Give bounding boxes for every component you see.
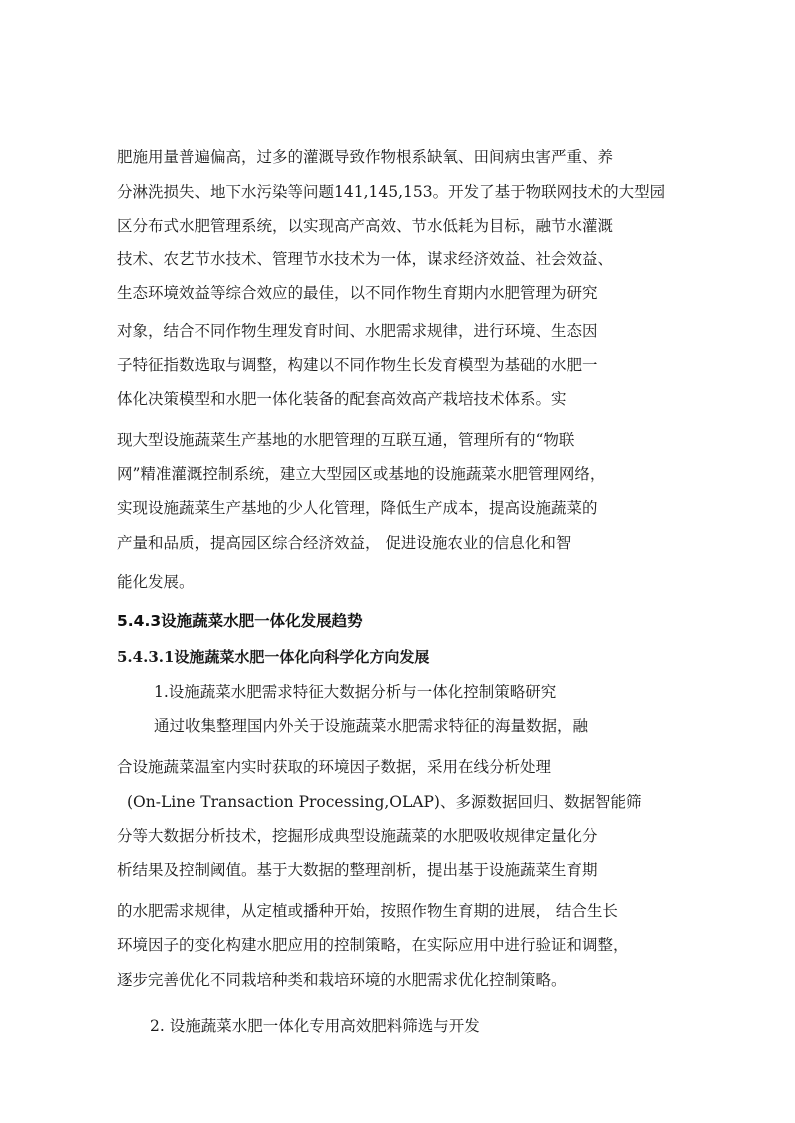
paragraph-line: 产量和品质，提高园区综合经济效益， 促进设施农业的信息化和智 (117, 534, 572, 552)
paragraph-line: 能化发展。 (117, 573, 195, 591)
section-heading: 5.4.3设施蔬菜水肥一体化发展趋势 (117, 612, 363, 630)
paragraph-line: 分等大数据分析技术，挖掘形成典型设施蔬菜的水肥吸收规律定量化分 (117, 827, 598, 845)
paragraph-line: 分淋洗损失、地下水污染等问题141,145,153。开发了基于物联网技术的大型园 (117, 183, 666, 201)
paragraph-line: 子特征指数选取与调整，构建以不同作物生长发育模型为基础的水肥一 (117, 356, 598, 374)
paragraph-line: 合设施蔬菜温室内实时获取的环境因子数据，采用在线分析处理 (117, 758, 552, 776)
paragraph-line: 生态环境效益等综合效应的最佳，以不同作物生育期内水肥管理为研究 (117, 284, 598, 302)
subsection-heading: 5.4.3.1设施蔬菜水肥一体化向科学化方向发展 (117, 648, 430, 666)
paragraph-line: 的水肥需求规律，从定植或播种开始，按照作物生育期的进展， 结合生长 (117, 902, 618, 920)
paragraph-line: 体化决策模型和水肥一体化装备的配套高效高产栽培技术体系。实 (117, 390, 567, 408)
paragraph-line: 网”精准灌溉控制系统，建立大型园区或基地的设施蔬菜水肥管理网络， (117, 465, 606, 483)
paragraph-line: 通过收集整理国内外关于设施蔬菜水肥需求特征的海量数据，融 (154, 717, 589, 735)
paragraph-line: (On-Line Transaction Processing,OLAP)、多源数据回归、数据智能筛 (127, 793, 642, 811)
paragraph-line: 区分布式水肥管理系统，以实现高产高效、节水低耗为目标，融节水灌溉 (117, 217, 614, 235)
paragraph-line: 实现设施蔬菜生产基地的少人化管理，降低生产成本，提高设施蔬菜的 (117, 499, 598, 517)
item-title: 1.设施蔬菜水肥需求特征大数据分析与一体化控制策略研究 (154, 683, 557, 701)
paragraph-line: 环境因子的变化构建水肥应用的控制策略，在实际应用中进行验证和调整， (117, 936, 629, 954)
paragraph-line: 逐步完善优化不同栽培种类和栽培环境的水肥需求优化控制策略。 (117, 971, 567, 989)
item-title: 2. 设施蔬菜水肥一体化专用高效肥料筛选与开发 (150, 1017, 480, 1035)
paragraph-line: 技术、农艺节水技术、管理节水技术为一体，谋求经济效益、社会效益、 (117, 250, 614, 268)
paragraph-line: 现大型设施蔬菜生产基地的水肥管理的互联互通，管理所有的“物联 (117, 431, 575, 449)
paragraph-line: 肥施用量普遍偏高，过多的灌溉导致作物根系缺氧、田间病虫害严重、养 (117, 148, 614, 166)
paragraph-line: 对象，结合不同作物生理发育时间、水肥需求规律，进行环境、生态因 (117, 322, 598, 340)
paragraph-line: 析结果及控制阈值。基于大数据的整理剖析，提出基于设施蔬菜生育期 (117, 861, 598, 879)
